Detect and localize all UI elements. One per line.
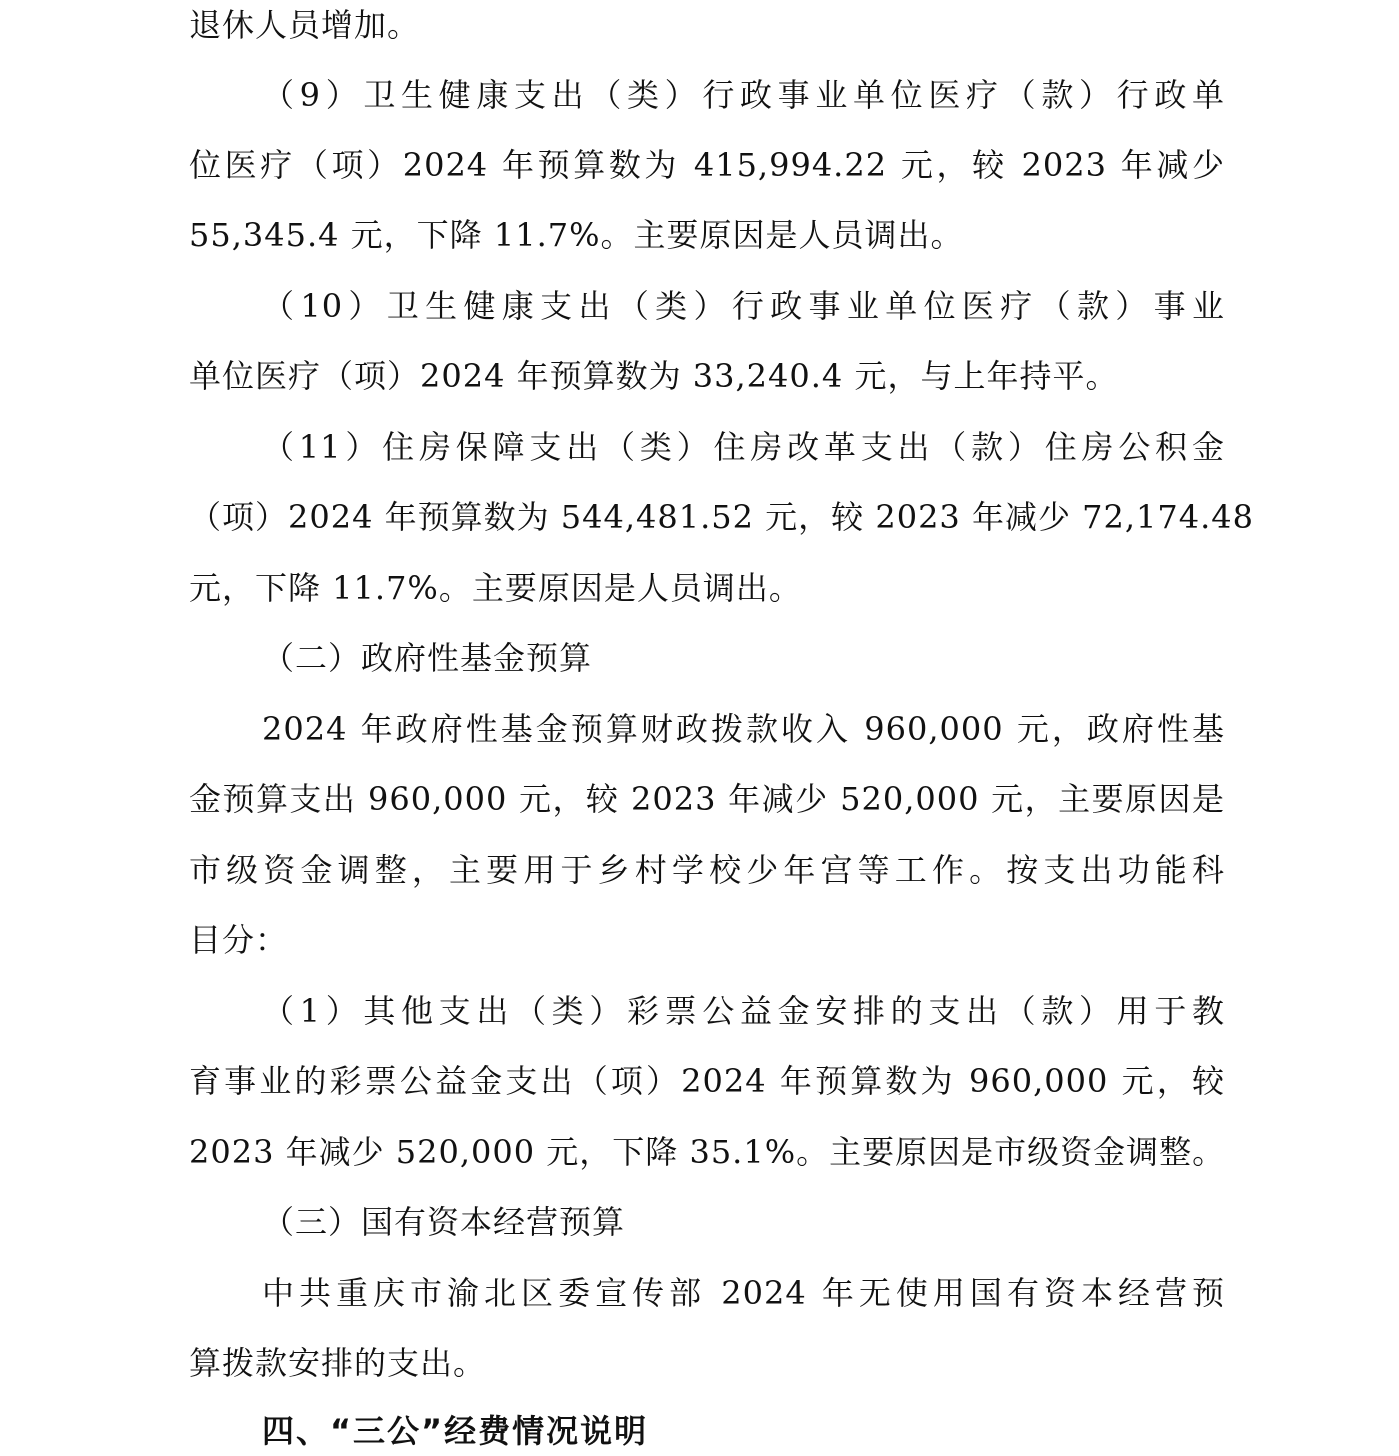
- text-line-19: 中共重庆市渝北区委宣传部 2024 年无使用国有资本经营预: [262, 1274, 1225, 1312]
- text-line-16: 育事业的彩票公益金支出（项）2024 年预算数为 960,000 元，较: [189, 1062, 1225, 1100]
- section-heading-government-fund: （二）政府性基金预算: [262, 639, 593, 677]
- text-line-6: 单位医疗（项）2024 年预算数为 33,240.4 元，与上年持平。: [189, 357, 1119, 395]
- text-line-20: 算拨款安排的支出。: [189, 1344, 487, 1382]
- text-line-13: 市级资金调整，主要用于乡村学校少年宫等工作。按支出功能科: [189, 851, 1225, 889]
- text-line-14: 目分：: [189, 921, 289, 959]
- text-line-3: 位医疗（项）2024 年预算数为 415,994.22 元，较 2023 年减少: [189, 146, 1225, 184]
- section-heading-three-public-expenses: 四、“三公”经费情况说明: [262, 1412, 649, 1450]
- text-line-5: （10）卫生健康支出（类）行政事业单位医疗（款）事业: [262, 287, 1225, 325]
- text-line-12: 金预算支出 960,000 元，较 2023 年减少 520,000 元，主要原因是: [189, 780, 1225, 818]
- text-line-1: 退休人员增加。: [189, 6, 421, 44]
- text-line-4: 55,345.4 元，下降 11.7%。主要原因是人员调出。: [189, 216, 964, 254]
- text-line-9: 元，下降 11.7%。主要原因是人员调出。: [189, 569, 802, 607]
- section-heading-state-capital: （三）国有资本经营预算: [262, 1203, 626, 1241]
- text-line-17: 2023 年减少 520,000 元，下降 35.1%。主要原因是市级资金调整。: [189, 1133, 1226, 1171]
- text-line-11: 2024 年政府性基金预算财政拨款收入 960,000 元，政府性基: [262, 710, 1225, 748]
- text-line-15: （1）其他支出（类）彩票公益金安排的支出（款）用于教: [262, 992, 1225, 1030]
- text-line-8: （项）2024 年预算数为 544,481.52 元，较 2023 年减少 72,174.48: [189, 498, 1254, 536]
- text-line-2: （9）卫生健康支出（类）行政事业单位医疗（款）行政单: [262, 76, 1225, 114]
- text-line-7: （11）住房保障支出（类）住房改革支出（款）住房公积金: [262, 428, 1225, 466]
